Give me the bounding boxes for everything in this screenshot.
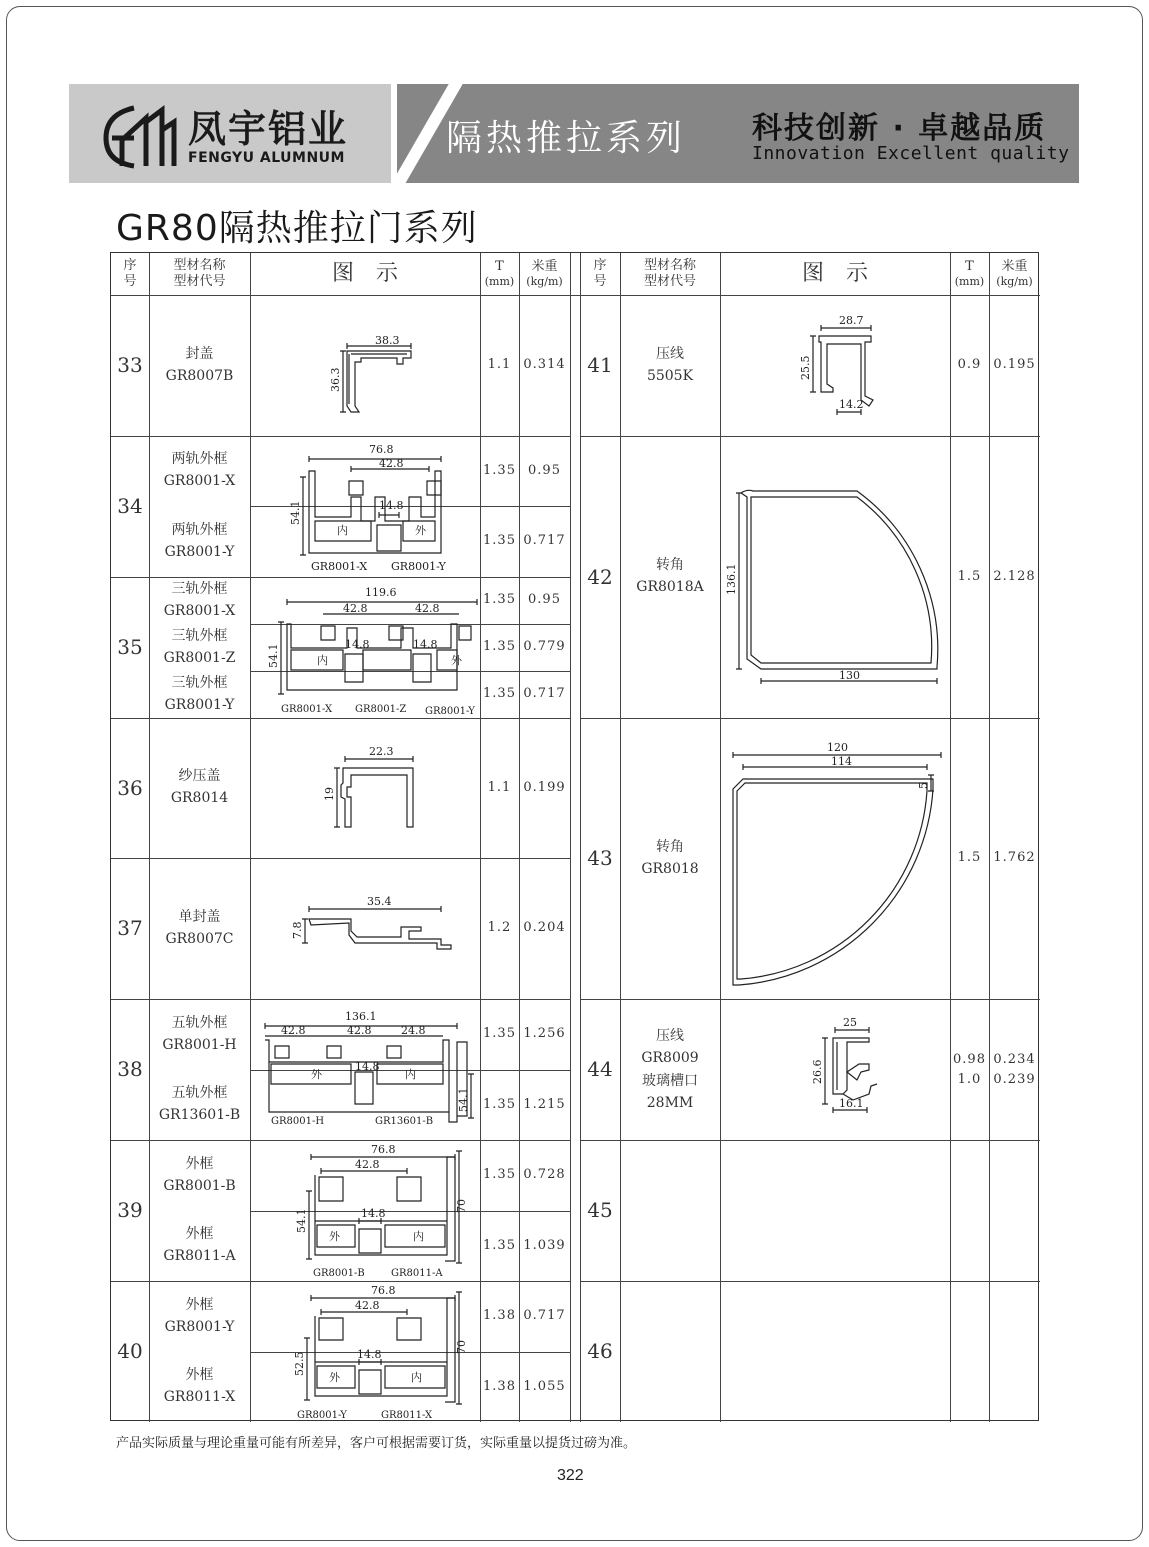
row-number: 33 bbox=[117, 353, 143, 377]
profile-drawing-39 bbox=[251, 1141, 480, 1281]
dim-label: 42.8 bbox=[379, 457, 404, 470]
brand-logo-icon bbox=[100, 100, 178, 172]
weight: 0.717 bbox=[523, 686, 566, 702]
row-number: 38 bbox=[117, 1057, 143, 1081]
dim-label: 42.8 bbox=[355, 1158, 380, 1171]
thickness: 1.38 bbox=[483, 1308, 516, 1324]
dim-label: GR8001-H bbox=[271, 1116, 325, 1127]
row-number: 42 bbox=[587, 564, 613, 589]
dim-label: 42.8 bbox=[343, 602, 368, 615]
profile-name: 外框 GR8011-A bbox=[163, 1226, 236, 1264]
profile-name: 三轨外框 GR8001-Z bbox=[163, 627, 236, 666]
dim-label: 14.8 bbox=[357, 1348, 382, 1361]
profile-drawing-40 bbox=[251, 1282, 480, 1422]
dim-label: 外 bbox=[311, 1068, 322, 1081]
row-number: 44 bbox=[587, 1057, 613, 1081]
profile-name: 三轨外框 GR8001-Y bbox=[164, 674, 235, 713]
profile-name: 两轨外框 GR8001-Y bbox=[164, 521, 235, 560]
profile-name: 外框 GR8011-X bbox=[163, 1367, 236, 1405]
page-number: 322 bbox=[557, 1467, 584, 1484]
weight: 1.039 bbox=[523, 1237, 566, 1253]
dim-label: 54.1 bbox=[289, 500, 302, 525]
dim-label: GR8011-X bbox=[381, 1410, 433, 1421]
dim-label: GR8001-X bbox=[281, 704, 333, 715]
profile-drawing-36 bbox=[251, 719, 480, 858]
dim-label: GR8001-Y bbox=[297, 1410, 347, 1421]
slogan-cn: 科技创新 · 卓越品质 bbox=[752, 111, 1047, 146]
profile-table bbox=[110, 252, 1039, 1421]
dim-label: 130 bbox=[839, 669, 860, 682]
col-header-no: 序 号 bbox=[123, 257, 137, 289]
row-number: 45 bbox=[587, 1198, 613, 1222]
weight: 0.717 bbox=[523, 1308, 566, 1324]
thickness: 1.35 bbox=[483, 639, 516, 655]
weight: 1.256 bbox=[523, 1026, 566, 1042]
dim-label: 114 bbox=[831, 755, 852, 768]
weight: 0.234 0.239 bbox=[993, 1052, 1036, 1087]
row-number: 36 bbox=[117, 775, 143, 800]
profile-drawing-42 bbox=[721, 437, 950, 718]
thickness: 1.5 bbox=[957, 850, 982, 866]
profile-drawing-38 bbox=[251, 1000, 480, 1140]
thickness: 1.35 bbox=[483, 462, 516, 478]
profile-drawing-41 bbox=[721, 296, 950, 436]
profile-name: 外框 GR8001-B bbox=[163, 1155, 236, 1194]
dim-label: 36.3 bbox=[329, 367, 342, 392]
row-number: 35 bbox=[117, 635, 143, 659]
dim-label: 76.8 bbox=[371, 1284, 396, 1297]
dim-label: 内 bbox=[337, 524, 348, 537]
weight: 0.204 bbox=[523, 920, 566, 936]
dim-label: 外 bbox=[415, 524, 426, 537]
dim-label: GR8001-B bbox=[313, 1268, 365, 1279]
row-number: 46 bbox=[587, 1339, 613, 1363]
row-number: 34 bbox=[117, 494, 143, 518]
col-header-figure: 图示 bbox=[801, 260, 890, 286]
thickness: 0.9 bbox=[957, 357, 982, 373]
weight: 0.95 bbox=[528, 592, 561, 608]
brand-name-cn: 凤宇铝业 bbox=[188, 107, 349, 151]
thickness: 0.98 1.0 bbox=[953, 1052, 986, 1087]
thickness: 1.1 bbox=[487, 779, 512, 795]
dim-label: 54.1 bbox=[457, 1087, 470, 1112]
row-number: 39 bbox=[117, 1198, 143, 1222]
col-header-name: 型材名称 型材代号 bbox=[643, 257, 696, 289]
thickness: 1.2 bbox=[487, 920, 512, 936]
dim-label: 70 bbox=[455, 1199, 468, 1213]
weight: 0.199 bbox=[523, 779, 566, 795]
col-header-name: 型材名称 型材代号 bbox=[173, 257, 226, 289]
dim-label: 28.7 bbox=[839, 314, 864, 327]
thickness: 1.35 bbox=[483, 592, 516, 608]
profile-name: 五轨外框 GR13601-B bbox=[158, 1085, 241, 1123]
profile-name: 转角 GR8018 bbox=[641, 838, 699, 877]
dim-label: 14.8 bbox=[413, 638, 438, 651]
weight: 0.314 bbox=[523, 357, 566, 373]
thickness: 1.35 bbox=[483, 1096, 516, 1112]
profile-name: 转角 GR8018A bbox=[636, 557, 704, 595]
weight: 0.717 bbox=[523, 533, 566, 549]
profile-name: 压线 5505K bbox=[646, 345, 694, 384]
dim-label: 内 bbox=[405, 1068, 416, 1081]
dim-label: 7.8 bbox=[291, 921, 304, 939]
dim-label: 42.8 bbox=[281, 1024, 306, 1037]
thickness: 1.5 bbox=[957, 568, 982, 584]
dim-label: 26.6 bbox=[811, 1059, 824, 1084]
dim-label: 35.4 bbox=[367, 895, 392, 908]
dim-label: 136.1 bbox=[345, 1010, 377, 1023]
page-title: GR80隔热推拉门系列 bbox=[116, 208, 478, 249]
dim-label: 25 bbox=[843, 1016, 857, 1029]
profile-drawing-43 bbox=[721, 719, 950, 999]
col-header-weight: 米重 (kg/m) bbox=[526, 259, 563, 289]
dim-label: 76.8 bbox=[371, 1143, 396, 1156]
dim-label: 内 bbox=[413, 1230, 424, 1243]
profile-name: 两轨外框 GR8001-X bbox=[163, 451, 236, 489]
thickness: 1.35 bbox=[483, 686, 516, 702]
dim-label: 24.8 bbox=[401, 1024, 426, 1037]
dim-label: GR8001-Y bbox=[425, 706, 475, 717]
dim-label: 70 bbox=[455, 1340, 468, 1354]
dim-label: 14.8 bbox=[361, 1207, 386, 1220]
profile-name: 单封盖 GR8007C bbox=[165, 908, 234, 947]
dim-label: 22.3 bbox=[369, 745, 394, 758]
profile-name: 外框 GR8001-Y bbox=[164, 1296, 235, 1335]
thickness: 1.38 bbox=[483, 1378, 516, 1394]
col-header-t: T (mm) bbox=[954, 259, 985, 289]
slogan-en: Innovation Excellent quality bbox=[752, 143, 1070, 164]
dim-label: 42.8 bbox=[355, 1299, 380, 1312]
dim-label: 38.3 bbox=[375, 334, 400, 347]
dim-label: 外 bbox=[451, 654, 462, 667]
profile-name: 压线 GR8009 玻璃槽口 28MM bbox=[641, 1027, 699, 1111]
dim-label: GR8001-Y bbox=[391, 560, 446, 573]
dim-label: 16.1 bbox=[839, 1097, 864, 1110]
thickness: 1.35 bbox=[483, 533, 516, 549]
dim-label: 76.8 bbox=[369, 443, 394, 456]
col-header-figure: 图示 bbox=[331, 260, 420, 286]
dim-label: GR8011-A bbox=[391, 1268, 443, 1279]
dim-label: 25.5 bbox=[799, 355, 812, 380]
dim-label: 119.6 bbox=[365, 586, 397, 599]
dim-label: 136.1 bbox=[725, 563, 738, 595]
dim-label: 52.5 bbox=[293, 1351, 306, 1376]
thickness: 1.35 bbox=[483, 1237, 516, 1253]
dim-label: 54.1 bbox=[267, 643, 280, 668]
profile-drawing-35 bbox=[251, 578, 480, 718]
dim-label: 14.8 bbox=[379, 499, 404, 512]
weight: 1.055 bbox=[523, 1378, 566, 1394]
profile-drawing-33 bbox=[251, 296, 480, 436]
col-header-t: T (mm) bbox=[484, 259, 515, 289]
dim-label: 内 bbox=[411, 1371, 422, 1384]
weight: 1.215 bbox=[523, 1096, 566, 1112]
dim-label: GR13601-B bbox=[375, 1116, 434, 1127]
col-header-no: 序 号 bbox=[593, 257, 607, 289]
dim-label: 54.1 bbox=[295, 1208, 308, 1233]
weight: 0.195 bbox=[993, 357, 1036, 373]
dim-label: 外 bbox=[329, 1371, 340, 1384]
profile-drawing-37 bbox=[251, 859, 480, 999]
thickness: 1.35 bbox=[483, 1167, 516, 1183]
col-header-weight: 米重 (kg/m) bbox=[996, 259, 1033, 289]
thickness: 1.35 bbox=[483, 1026, 516, 1042]
row-number: 41 bbox=[587, 353, 613, 377]
row-number: 43 bbox=[587, 846, 613, 870]
weight: 0.728 bbox=[523, 1167, 566, 1183]
series-title: 隔热推拉系列 bbox=[446, 118, 687, 159]
dim-label: 14.2 bbox=[839, 398, 864, 411]
weight: 0.779 bbox=[523, 639, 566, 655]
dim-label: 120 bbox=[827, 741, 848, 754]
weight: 2.128 bbox=[993, 568, 1036, 584]
dim-label: 42.8 bbox=[347, 1024, 372, 1037]
profile-name: 封盖 GR8007B bbox=[165, 345, 234, 384]
dim-label: GR8001-X bbox=[311, 560, 368, 573]
brand-name-en: FENGYU ALUMNUM bbox=[188, 150, 345, 166]
dim-label: 14.8 bbox=[355, 1060, 380, 1073]
dim-label: GR8001-Z bbox=[355, 704, 407, 715]
dim-label: 19 bbox=[323, 787, 336, 801]
dim-label: 14.8 bbox=[345, 638, 370, 651]
profile-drawing-44 bbox=[721, 1000, 950, 1140]
weight: 1.762 bbox=[993, 850, 1036, 866]
dim-label: 5 bbox=[917, 782, 930, 789]
profile-name: 三轨外框 GR8001-X bbox=[163, 580, 236, 619]
footnote: 产品实际质量与理论重量可能有所差异，客户可根据需要订货，实际重量以提货过磅为准。 bbox=[116, 1436, 637, 1451]
row-number: 37 bbox=[117, 916, 143, 940]
dim-label: 42.8 bbox=[415, 602, 440, 615]
row-number: 40 bbox=[117, 1339, 143, 1363]
dim-label: 外 bbox=[329, 1230, 340, 1243]
profile-drawing-34 bbox=[251, 437, 480, 577]
thickness: 1.1 bbox=[487, 357, 512, 373]
weight: 0.95 bbox=[528, 462, 561, 478]
dim-label: 内 bbox=[317, 654, 328, 667]
profile-name: 五轨外框 GR8001-H bbox=[162, 1014, 237, 1053]
profile-name: 纱压盖 GR8014 bbox=[170, 768, 229, 806]
